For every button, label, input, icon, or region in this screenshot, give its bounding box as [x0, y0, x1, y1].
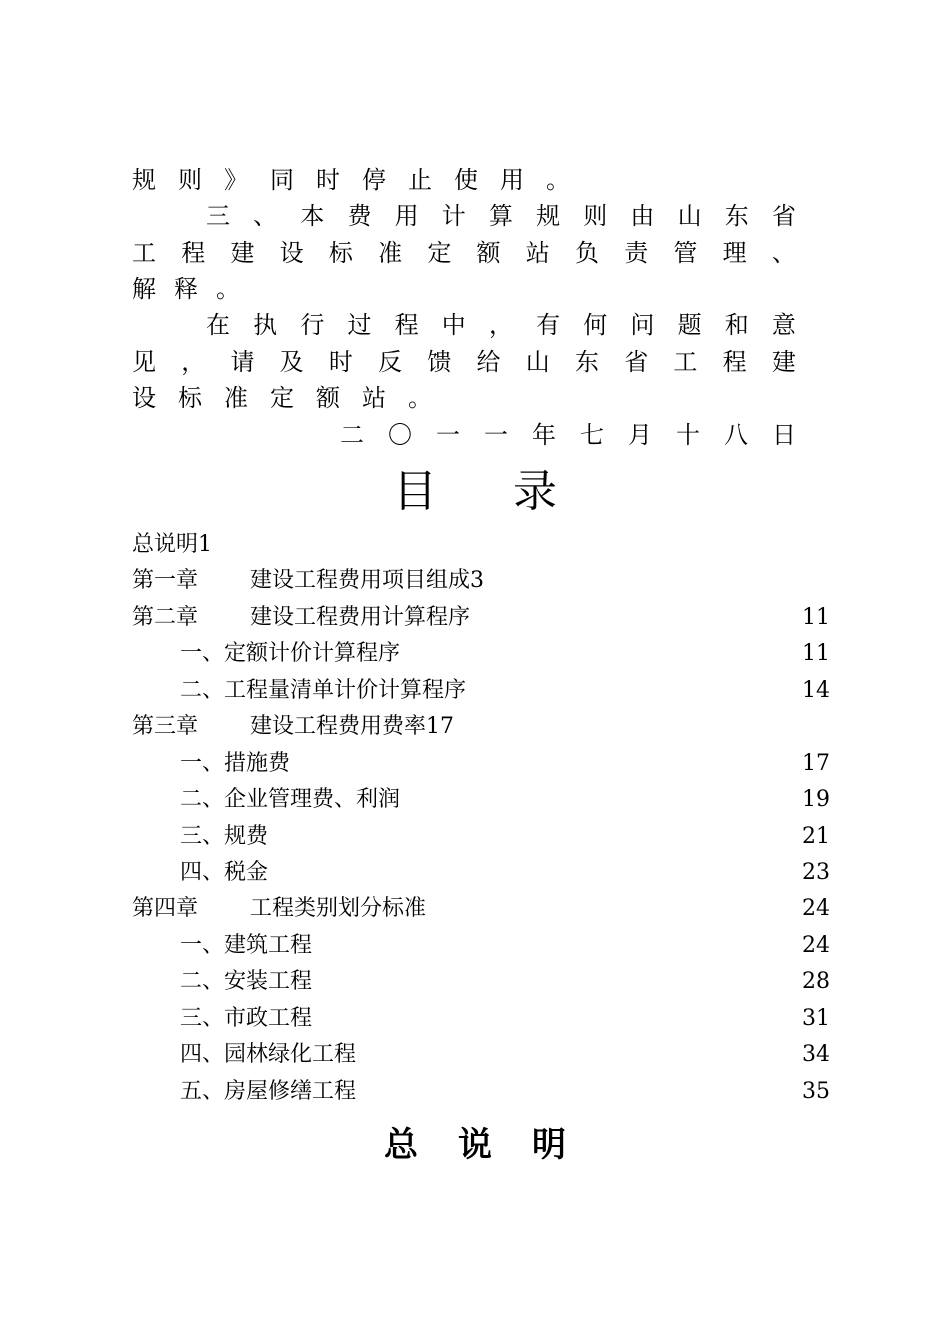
toc-row[interactable]: [132, 746, 830, 782]
text-char: 山: [525, 348, 550, 376]
toc-chapter-title: 建设工程费用项目组成3: [250, 568, 484, 593]
text-char: 设: [132, 384, 156, 412]
toc-row[interactable]: [132, 782, 830, 818]
text-char: 规: [132, 166, 156, 194]
body-line-7: [132, 380, 432, 416]
text-char: 执: [253, 311, 278, 339]
text-char: 七: [580, 421, 604, 449]
body-line-3: [132, 235, 796, 271]
text-char: 准: [378, 239, 403, 267]
toc-row[interactable]: [132, 563, 830, 599]
section-title: 总说明: [384, 1125, 606, 1165]
text-char: 和: [724, 311, 749, 339]
text-char: 〇: [388, 421, 412, 449]
text-char: 负: [574, 239, 599, 267]
toc-row[interactable]: [132, 1074, 830, 1110]
text-char: 算: [488, 202, 513, 230]
toc-label: 第一章: [132, 568, 199, 593]
toc-row[interactable]: [132, 636, 830, 672]
toc-label: 一、定额计价计算程序: [180, 641, 401, 666]
text-char: 二: [340, 421, 364, 449]
text-char: 一: [436, 421, 460, 449]
text-char: 止: [408, 166, 432, 194]
text-char: 行: [300, 311, 325, 339]
toc-row[interactable]: [132, 964, 830, 1000]
text-char: 》: [224, 166, 248, 194]
text-char: 省: [771, 202, 796, 230]
text-char: 站: [525, 239, 550, 267]
text-char: 设: [279, 239, 304, 267]
toc-row[interactable]: [132, 709, 830, 745]
text-char: 站: [362, 384, 386, 412]
toc-label: 一、建筑工程: [180, 933, 313, 958]
toc-title: 目录: [393, 466, 633, 517]
toc-label: 总说明1: [132, 532, 212, 557]
toc-label: 三、规费: [180, 824, 269, 849]
toc-page-number: 17: [802, 751, 830, 776]
text-char: 程: [394, 311, 419, 339]
text-char: ，: [488, 311, 513, 339]
text-char: 。: [408, 384, 432, 412]
text-char: 解: [132, 275, 156, 303]
toc-label: 一、措施费: [180, 751, 291, 776]
text-char: 。: [216, 275, 240, 303]
text-char: ，: [181, 348, 206, 376]
document-date: [340, 417, 796, 453]
toc-row[interactable]: [132, 891, 830, 927]
text-char: 时: [316, 166, 340, 194]
text-char: 则: [178, 166, 202, 194]
toc-chapter-title: 建设工程费用费率17: [250, 714, 454, 739]
toc-page-number: 11: [802, 641, 830, 666]
text-char: 省: [624, 348, 649, 376]
body-line-1: [132, 162, 570, 198]
text-char: 题: [677, 311, 702, 339]
text-char: 标: [328, 239, 353, 267]
toc-page-number: 31: [802, 1006, 830, 1031]
toc-page-number: 14: [802, 678, 830, 703]
text-char: 在: [206, 311, 230, 339]
text-char: 见: [132, 348, 156, 376]
text-char: 、: [771, 239, 796, 267]
toc-label: 二、工程量清单计价计算程序: [180, 678, 467, 703]
body-line-4: [132, 271, 240, 307]
text-char: 程: [722, 348, 747, 376]
text-char: 及: [279, 348, 304, 376]
toc-row[interactable]: [132, 819, 830, 855]
text-char: 由: [630, 202, 655, 230]
text-char: 请: [230, 348, 255, 376]
text-char: 停: [362, 166, 386, 194]
text-char: 理: [722, 239, 747, 267]
text-char: 规: [536, 202, 561, 230]
toc-label: 第二章: [132, 605, 199, 630]
body-line-2: [206, 198, 796, 234]
toc-row[interactable]: [132, 527, 830, 563]
text-char: 工: [673, 348, 698, 376]
text-char: 定: [270, 384, 294, 412]
toc-chapter-title: 工程类别划分标准: [250, 896, 427, 921]
text-char: 额: [476, 239, 501, 267]
toc-label: 二、企业管理费、利润: [180, 787, 401, 812]
toc-page-number: 19: [802, 787, 830, 812]
toc-row[interactable]: [132, 1037, 830, 1073]
toc-page-number: 24: [802, 896, 830, 921]
text-char: 程: [181, 239, 206, 267]
text-char: 年: [532, 421, 556, 449]
toc-row[interactable]: [132, 928, 830, 964]
text-char: 则: [583, 202, 608, 230]
text-char: 、: [253, 202, 278, 230]
text-char: 定: [427, 239, 452, 267]
text-char: 计: [441, 202, 466, 230]
toc-label: 第三章: [132, 714, 199, 739]
toc-label: 四、税金: [180, 860, 269, 885]
text-char: 用: [394, 202, 419, 230]
text-char: 有: [536, 311, 561, 339]
toc-label: 四、园林绿化工程: [180, 1042, 357, 1067]
text-char: 本: [300, 202, 325, 230]
text-char: 工: [132, 239, 156, 267]
toc-row[interactable]: [132, 673, 830, 709]
toc-page-number: 28: [802, 969, 830, 994]
text-char: 管: [673, 239, 698, 267]
toc-label: 三、市政工程: [180, 1006, 313, 1031]
text-char: 过: [347, 311, 372, 339]
text-char: 建: [771, 348, 796, 376]
text-char: 用: [500, 166, 524, 194]
toc-chapter-title: 建设工程费用计算程序: [250, 605, 471, 630]
toc-label: 第四章: [132, 896, 199, 921]
text-char: 使: [454, 166, 478, 194]
text-char: 东: [724, 202, 749, 230]
text-char: 八: [724, 421, 748, 449]
text-char: 三: [206, 202, 230, 230]
body-line-6: [132, 344, 796, 380]
text-char: 准: [224, 384, 248, 412]
text-char: 东: [574, 348, 599, 376]
toc-row[interactable]: [132, 1001, 830, 1037]
toc-row[interactable]: [132, 855, 830, 891]
text-char: 给: [476, 348, 501, 376]
text-char: 馈: [427, 348, 452, 376]
text-char: 问: [630, 311, 655, 339]
text-char: 标: [178, 384, 202, 412]
toc-page-number: 23: [802, 860, 830, 885]
text-char: 日: [772, 421, 796, 449]
text-char: 。: [546, 166, 570, 194]
text-char: 何: [583, 311, 608, 339]
text-char: 额: [316, 384, 340, 412]
text-char: 同: [270, 166, 294, 194]
toc-page-number: 11: [802, 605, 830, 630]
text-char: 十: [676, 421, 700, 449]
text-char: 责: [624, 239, 649, 267]
text-char: 建: [230, 239, 255, 267]
text-char: 月: [628, 421, 652, 449]
toc-page-number: 24: [802, 933, 830, 958]
toc-row[interactable]: [132, 600, 830, 636]
toc-page-number: 34: [802, 1042, 830, 1067]
toc-label: 二、安装工程: [180, 969, 313, 994]
body-line-5: [206, 307, 796, 343]
toc-page-number: 35: [802, 1079, 830, 1104]
text-char: 反: [378, 348, 403, 376]
text-char: 一: [484, 421, 508, 449]
text-char: 释: [174, 275, 198, 303]
text-char: 时: [328, 348, 353, 376]
toc-page-number: 21: [802, 824, 830, 849]
text-char: 山: [677, 202, 702, 230]
text-char: 费: [347, 202, 372, 230]
text-char: 意: [771, 311, 796, 339]
toc-label: 五、房屋修缮工程: [180, 1079, 357, 1104]
text-char: 中: [441, 311, 466, 339]
